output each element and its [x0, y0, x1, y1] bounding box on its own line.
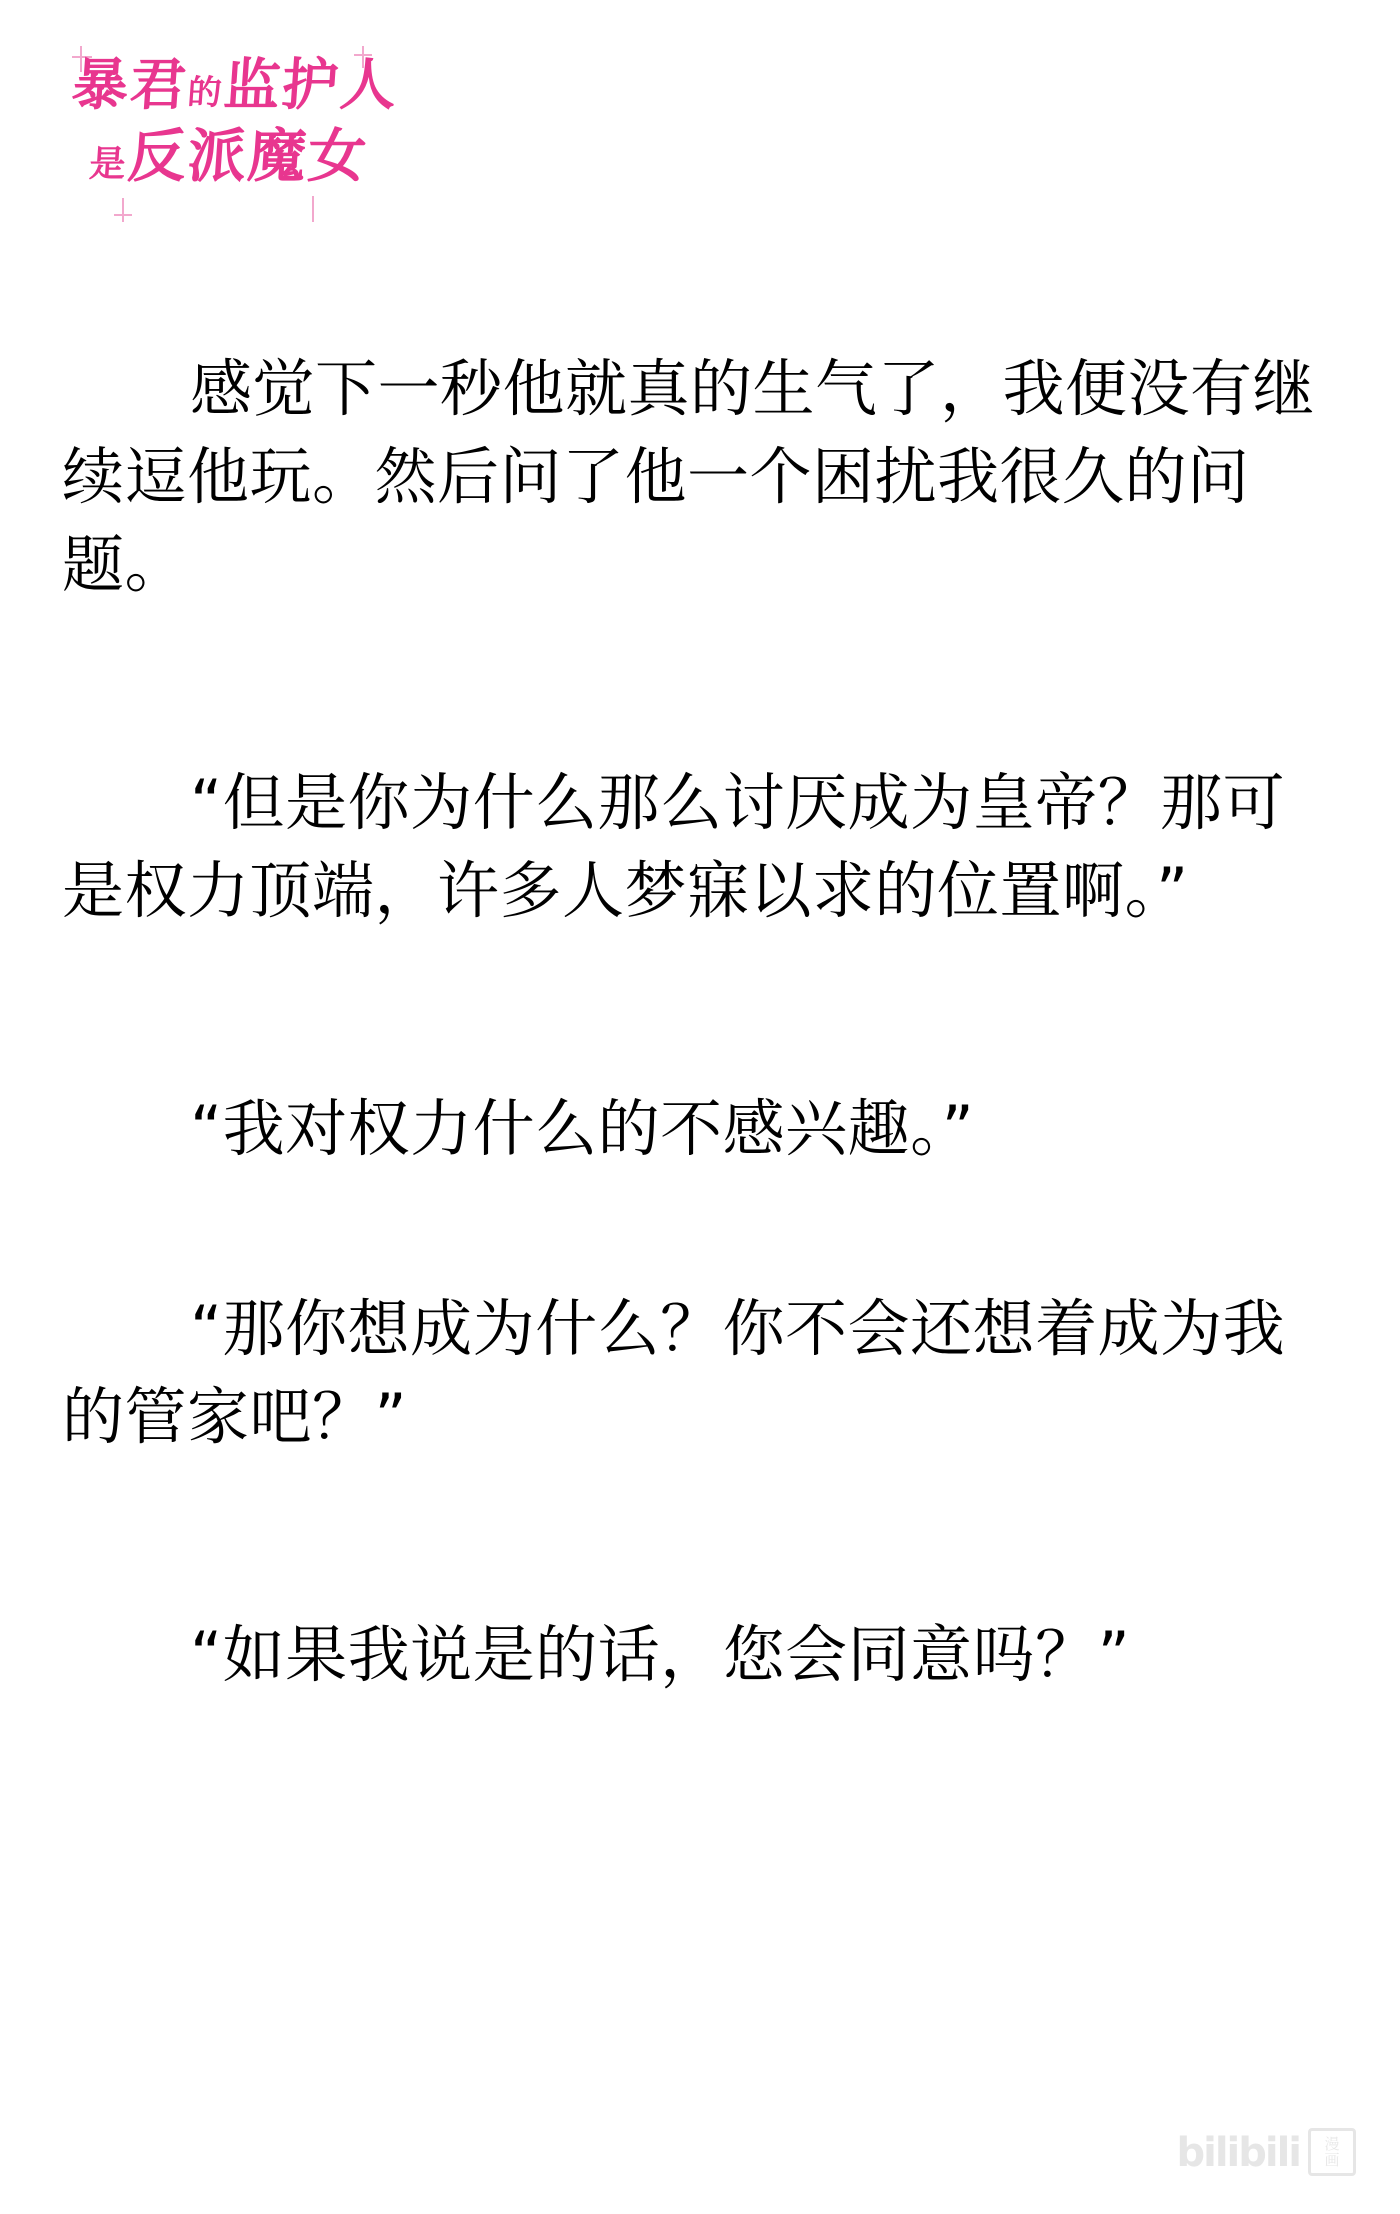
paragraph: 感觉下一秒他就真的生气了，我便没有继续逗他玩。然后问了他一个困扰我很久的问题。 [62, 352, 1316, 602]
page-body [62, 345, 1340, 1795]
bilibili-watermark [1176, 2128, 1356, 2176]
logo-decoration-line [312, 196, 314, 222]
series-title-logo [62, 38, 482, 228]
title-line-1-main: 暴君 [69, 55, 191, 117]
watermark-badge-icon [1308, 2128, 1356, 2176]
title-line-1-rest: 监护人 [221, 55, 401, 117]
logo-decoration-line [122, 198, 124, 222]
title-line-1 [69, 55, 401, 117]
paragraph: “如果我说是的话，您会同意吗？” [190, 1618, 1131, 1692]
title-line-1-small: 的 [186, 75, 225, 112]
watermark-badge-line-1: 漫 [1324, 2135, 1340, 2153]
title-line-2 [88, 124, 371, 189]
paragraph: “那你想成为什么？你不会还想着成为我的管家吧？” [62, 1292, 1286, 1454]
title-line-2-main: 反派魔女 [125, 124, 371, 189]
title-line-2-small: 是 [88, 144, 129, 184]
paragraph: “我对权力什么的不感兴趣。” [190, 1092, 975, 1166]
logo-decoration-line [114, 214, 132, 216]
watermark-text: bilibili [1176, 2130, 1300, 2176]
paragraph: “但是你为什么那么讨厌成为皇帝？那可是权力顶端，许多人梦寐以求的位置啊。” [62, 766, 1286, 928]
watermark-badge-line-2: 画 [1324, 2151, 1340, 2169]
